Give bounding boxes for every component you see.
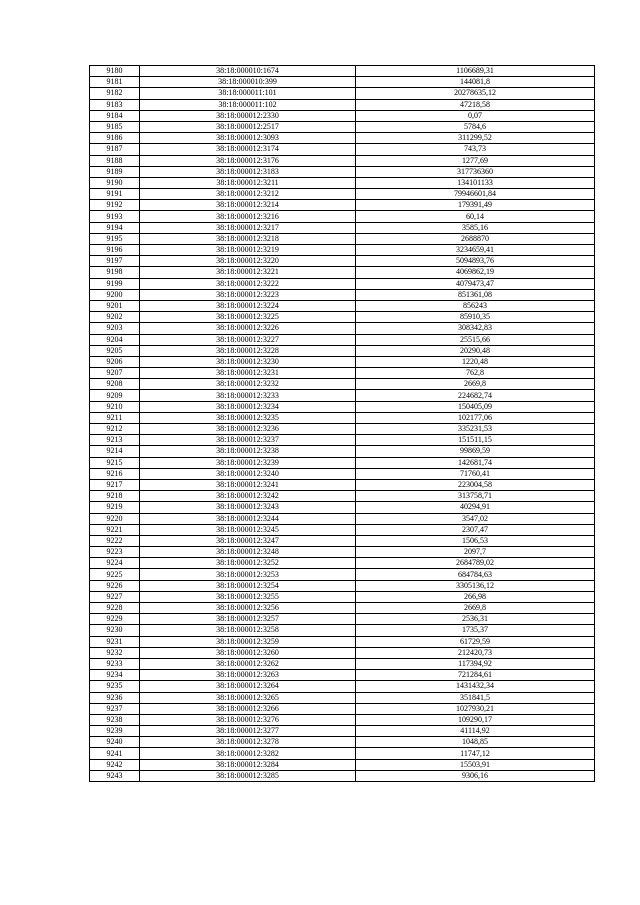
table-row (90, 524, 595, 535)
row-number-cell: 9216 (90, 468, 140, 479)
row-number-cell: 9217 (90, 479, 140, 490)
table-row (90, 491, 595, 502)
cadastral-number-cell: 38:18:000012:3225 (140, 312, 356, 323)
row-number-cell: 9189 (90, 166, 140, 177)
row-number-cell: 9238 (90, 714, 140, 725)
cadastral-value-cell: 71760,41 (356, 468, 595, 479)
table-row (90, 412, 595, 423)
row-number-cell: 9237 (90, 703, 140, 714)
cadastral-value-cell: 308342,83 (356, 323, 595, 334)
cadastral-value-cell: 721284,61 (356, 670, 595, 681)
cadastral-value-table (89, 65, 595, 782)
cadastral-number-cell: 38:18:000012:3183 (140, 166, 356, 177)
table-row (90, 300, 595, 311)
row-number-cell: 9227 (90, 591, 140, 602)
cadastral-number-cell: 38:18:000012:2330 (140, 110, 356, 121)
cadastral-value-cell: 20290,48 (356, 345, 595, 356)
row-number-cell: 9218 (90, 491, 140, 502)
cadastral-value-cell: 25515,66 (356, 334, 595, 345)
table-row (90, 88, 595, 99)
row-number-cell: 9187 (90, 144, 140, 155)
cadastral-number-cell: 38:18:000012:3217 (140, 222, 356, 233)
cadastral-number-cell: 38:18:000012:3266 (140, 703, 356, 714)
cadastral-value-cell: 335231,53 (356, 424, 595, 435)
table-row (90, 144, 595, 155)
cadastral-value-cell: 224682,74 (356, 390, 595, 401)
row-number-cell: 9206 (90, 356, 140, 367)
table-row (90, 636, 595, 647)
cadastral-value-cell: 1048,85 (356, 737, 595, 748)
table-row (90, 513, 595, 524)
cadastral-value-cell: 4079473,47 (356, 278, 595, 289)
row-number-cell: 9223 (90, 547, 140, 558)
table-row (90, 245, 595, 256)
table-row (90, 670, 595, 681)
table-row (90, 424, 595, 435)
cadastral-value-cell: 1106689,31 (356, 66, 595, 77)
table-row (90, 77, 595, 88)
cadastral-number-cell: 38:18:000012:3284 (140, 759, 356, 770)
cadastral-number-cell: 38:18:000012:3211 (140, 177, 356, 188)
cadastral-value-cell: 266,98 (356, 591, 595, 602)
table-row (90, 133, 595, 144)
table-row (90, 233, 595, 244)
cadastral-number-cell: 38:18:000012:3258 (140, 625, 356, 636)
row-number-cell: 9231 (90, 636, 140, 647)
row-number-cell: 9243 (90, 770, 140, 781)
cadastral-number-cell: 38:18:000012:3242 (140, 491, 356, 502)
table-row (90, 580, 595, 591)
cadastral-value-cell: 151511,15 (356, 435, 595, 446)
table-row (90, 267, 595, 278)
table-row (90, 603, 595, 614)
row-number-cell: 9188 (90, 155, 140, 166)
cadastral-number-cell: 38:18:000012:3238 (140, 446, 356, 457)
cadastral-number-cell: 38:18:000012:3228 (140, 345, 356, 356)
cadastral-value-cell: 20278635,12 (356, 88, 595, 99)
table-row (90, 625, 595, 636)
row-number-cell: 9184 (90, 110, 140, 121)
cadastral-value-cell: 2688870 (356, 233, 595, 244)
cadastral-value-cell: 4069862,19 (356, 267, 595, 278)
table-row (90, 155, 595, 166)
cadastral-value-cell: 79946601,84 (356, 189, 595, 200)
table-row (90, 658, 595, 669)
row-number-cell: 9213 (90, 435, 140, 446)
cadastral-number-cell: 38:18:000012:3232 (140, 379, 356, 390)
cadastral-number-cell: 38:18:000012:3240 (140, 468, 356, 479)
cadastral-number-cell: 38:18:000012:3276 (140, 714, 356, 725)
row-number-cell: 9221 (90, 524, 140, 535)
cadastral-number-cell: 38:18:000012:3233 (140, 390, 356, 401)
row-number-cell: 9203 (90, 323, 140, 334)
cadastral-value-cell: 102177,06 (356, 412, 595, 423)
cadastral-value-cell: 109290,17 (356, 714, 595, 725)
cadastral-number-cell: 38:18:000012:3254 (140, 580, 356, 591)
cadastral-number-cell: 38:18:000012:3231 (140, 368, 356, 379)
table-row (90, 177, 595, 188)
table-row (90, 714, 595, 725)
cadastral-value-cell: 313758,71 (356, 491, 595, 502)
table-row (90, 614, 595, 625)
cadastral-value-cell: 144081,8 (356, 77, 595, 88)
cadastral-number-cell: 38:18:000012:3239 (140, 457, 356, 468)
row-number-cell: 9219 (90, 502, 140, 513)
table-row (90, 390, 595, 401)
table-row (90, 435, 595, 446)
row-number-cell: 9233 (90, 658, 140, 669)
cadastral-value-cell: 762,8 (356, 368, 595, 379)
row-number-cell: 9204 (90, 334, 140, 345)
row-number-cell: 9210 (90, 401, 140, 412)
cadastral-value-cell: 11747,12 (356, 748, 595, 759)
row-number-cell: 9224 (90, 558, 140, 569)
row-number-cell: 9212 (90, 424, 140, 435)
cadastral-value-cell: 1506,53 (356, 535, 595, 546)
row-number-cell: 9236 (90, 692, 140, 703)
table-row (90, 591, 595, 602)
table-row (90, 446, 595, 457)
row-number-cell: 9181 (90, 77, 140, 88)
cadastral-value-cell: 117394,92 (356, 658, 595, 669)
cadastral-value-cell: 9306,16 (356, 770, 595, 781)
row-number-cell: 9191 (90, 189, 140, 200)
cadastral-value-cell: 3305136,12 (356, 580, 595, 591)
cadastral-number-cell: 38:18:000012:3234 (140, 401, 356, 412)
cadastral-value-cell: 85910,35 (356, 312, 595, 323)
table-row (90, 379, 595, 390)
cadastral-number-cell: 38:18:000011:101 (140, 88, 356, 99)
table-row (90, 289, 595, 300)
cadastral-value-cell: 134101133 (356, 177, 595, 188)
cadastral-value-cell: 317736360 (356, 166, 595, 177)
table-row (90, 211, 595, 222)
table-row (90, 256, 595, 267)
cadastral-number-cell: 38:18:000012:3255 (140, 591, 356, 602)
cadastral-value-cell: 212420,73 (356, 647, 595, 658)
row-number-cell: 9239 (90, 726, 140, 737)
cadastral-value-cell: 3585,16 (356, 222, 595, 233)
row-number-cell: 9222 (90, 535, 140, 546)
table-row (90, 99, 595, 110)
cadastral-number-cell: 38:18:000012:3230 (140, 356, 356, 367)
cadastral-number-cell: 38:18:000012:3252 (140, 558, 356, 569)
cadastral-number-cell: 38:18:000010:399 (140, 77, 356, 88)
table-row (90, 479, 595, 490)
cadastral-number-cell: 38:18:000012:3278 (140, 737, 356, 748)
cadastral-value-cell: 60,14 (356, 211, 595, 222)
cadastral-number-cell: 38:18:000012:3262 (140, 658, 356, 669)
cadastral-number-cell: 38:18:000012:3223 (140, 289, 356, 300)
table-row (90, 166, 595, 177)
cadastral-number-cell: 38:18:000012:3245 (140, 524, 356, 535)
cadastral-number-cell: 38:18:000012:3263 (140, 670, 356, 681)
table-row (90, 647, 595, 658)
row-number-cell: 9195 (90, 233, 140, 244)
row-number-cell: 9196 (90, 245, 140, 256)
cadastral-number-cell: 38:18:000011:102 (140, 99, 356, 110)
cadastral-number-cell: 38:18:000012:3227 (140, 334, 356, 345)
cadastral-value-cell: 851361,08 (356, 289, 595, 300)
table-row (90, 726, 595, 737)
cadastral-number-cell: 38:18:000012:3216 (140, 211, 356, 222)
table-row (90, 345, 595, 356)
cadastral-value-cell: 2536,31 (356, 614, 595, 625)
cadastral-value-cell: 1735,37 (356, 625, 595, 636)
row-number-cell: 9215 (90, 457, 140, 468)
table-row (90, 468, 595, 479)
cadastral-number-cell: 38:18:000012:3257 (140, 614, 356, 625)
cadastral-value-cell: 142681,74 (356, 457, 595, 468)
row-number-cell: 9242 (90, 759, 140, 770)
cadastral-value-cell: 311299,52 (356, 133, 595, 144)
cadastral-number-cell: 38:18:000012:3236 (140, 424, 356, 435)
row-number-cell: 9197 (90, 256, 140, 267)
cadastral-number-cell: 38:18:000010:1674 (140, 66, 356, 77)
cadastral-value-cell: 856243 (356, 300, 595, 311)
cadastral-value-cell: 1277,69 (356, 155, 595, 166)
table-body (90, 66, 595, 782)
cadastral-number-cell: 38:18:000012:3259 (140, 636, 356, 647)
table-row (90, 401, 595, 412)
cadastral-number-cell: 38:18:000012:2517 (140, 121, 356, 132)
cadastral-value-cell: 2669,8 (356, 379, 595, 390)
cadastral-value-cell: 2684789,02 (356, 558, 595, 569)
table-row (90, 502, 595, 513)
cadastral-number-cell: 38:18:000012:3214 (140, 200, 356, 211)
table-row (90, 535, 595, 546)
table-row (90, 312, 595, 323)
row-number-cell: 9183 (90, 99, 140, 110)
table-row (90, 770, 595, 781)
cadastral-value-cell: 15503,91 (356, 759, 595, 770)
row-number-cell: 9193 (90, 211, 140, 222)
row-number-cell: 9182 (90, 88, 140, 99)
row-number-cell: 9205 (90, 345, 140, 356)
table-row (90, 278, 595, 289)
table-row (90, 558, 595, 569)
row-number-cell: 9201 (90, 300, 140, 311)
row-number-cell: 9220 (90, 513, 140, 524)
row-number-cell: 9230 (90, 625, 140, 636)
cadastral-number-cell: 38:18:000012:3174 (140, 144, 356, 155)
row-number-cell: 9190 (90, 177, 140, 188)
cadastral-number-cell: 38:18:000012:3235 (140, 412, 356, 423)
cadastral-number-cell: 38:18:000012:3222 (140, 278, 356, 289)
cadastral-number-cell: 38:18:000012:3282 (140, 748, 356, 759)
cadastral-value-cell: 1220,48 (356, 356, 595, 367)
cadastral-number-cell: 38:18:000012:3218 (140, 233, 356, 244)
row-number-cell: 9185 (90, 121, 140, 132)
cadastral-number-cell: 38:18:000012:3219 (140, 245, 356, 256)
table-row (90, 356, 595, 367)
cadastral-number-cell: 38:18:000012:3277 (140, 726, 356, 737)
cadastral-value-cell: 41114,92 (356, 726, 595, 737)
table-row (90, 547, 595, 558)
cadastral-value-cell: 40294,91 (356, 502, 595, 513)
row-number-cell: 9211 (90, 412, 140, 423)
cadastral-number-cell: 38:18:000012:3253 (140, 569, 356, 580)
cadastral-value-cell: 2669,8 (356, 603, 595, 614)
cadastral-number-cell: 38:18:000012:3226 (140, 323, 356, 334)
row-number-cell: 9207 (90, 368, 140, 379)
cadastral-number-cell: 38:18:000012:3264 (140, 681, 356, 692)
row-number-cell: 9240 (90, 737, 140, 748)
cadastral-value-cell: 2307,47 (356, 524, 595, 535)
cadastral-number-cell: 38:18:000012:3237 (140, 435, 356, 446)
cadastral-value-cell: 99869,59 (356, 446, 595, 457)
cadastral-number-cell: 38:18:000012:3285 (140, 770, 356, 781)
table-row (90, 681, 595, 692)
table-row (90, 748, 595, 759)
cadastral-value-cell: 3234659,41 (356, 245, 595, 256)
cadastral-number-cell: 38:18:000012:3220 (140, 256, 356, 267)
cadastral-number-cell: 38:18:000012:3221 (140, 267, 356, 278)
cadastral-value-cell: 2097,7 (356, 547, 595, 558)
cadastral-number-cell: 38:18:000012:3247 (140, 535, 356, 546)
row-number-cell: 9199 (90, 278, 140, 289)
row-number-cell: 9232 (90, 647, 140, 658)
cadastral-value-cell: 743,73 (356, 144, 595, 155)
row-number-cell: 9214 (90, 446, 140, 457)
cadastral-value-cell: 47218,58 (356, 99, 595, 110)
cadastral-value-cell: 0,07 (356, 110, 595, 121)
row-number-cell: 9241 (90, 748, 140, 759)
row-number-cell: 9208 (90, 379, 140, 390)
cadastral-number-cell: 38:18:000012:3241 (140, 479, 356, 490)
cadastral-number-cell: 38:18:000012:3212 (140, 189, 356, 200)
table-row (90, 457, 595, 468)
row-number-cell: 9235 (90, 681, 140, 692)
row-number-cell: 9198 (90, 267, 140, 278)
cadastral-number-cell: 38:18:000012:3244 (140, 513, 356, 524)
cadastral-value-cell: 179391,49 (356, 200, 595, 211)
cadastral-value-cell: 5784,6 (356, 121, 595, 132)
cadastral-number-cell: 38:18:000012:3265 (140, 692, 356, 703)
cadastral-value-cell: 1431432,34 (356, 681, 595, 692)
row-number-cell: 9202 (90, 312, 140, 323)
cadastral-number-cell: 38:18:000012:3260 (140, 647, 356, 658)
cadastral-value-cell: 5094893,76 (356, 256, 595, 267)
cadastral-value-cell: 223004,58 (356, 479, 595, 490)
table-row (90, 200, 595, 211)
row-number-cell: 9200 (90, 289, 140, 300)
row-number-cell: 9186 (90, 133, 140, 144)
table-row (90, 189, 595, 200)
cadastral-value-cell: 61729,59 (356, 636, 595, 647)
cadastral-value-cell: 351841,5 (356, 692, 595, 703)
row-number-cell: 9226 (90, 580, 140, 591)
row-number-cell: 9234 (90, 670, 140, 681)
cadastral-number-cell: 38:18:000012:3224 (140, 300, 356, 311)
cadastral-number-cell: 38:18:000012:3176 (140, 155, 356, 166)
row-number-cell: 9225 (90, 569, 140, 580)
row-number-cell: 9180 (90, 66, 140, 77)
row-number-cell: 9192 (90, 200, 140, 211)
cadastral-number-cell: 38:18:000012:3243 (140, 502, 356, 513)
cadastral-number-cell: 38:18:000012:3256 (140, 603, 356, 614)
table-row (90, 334, 595, 345)
table-row (90, 703, 595, 714)
table-row (90, 692, 595, 703)
table-row (90, 222, 595, 233)
row-number-cell: 9228 (90, 603, 140, 614)
cadastral-number-cell: 38:18:000012:3093 (140, 133, 356, 144)
row-number-cell: 9194 (90, 222, 140, 233)
table-row (90, 66, 595, 77)
cadastral-number-cell: 38:18:000012:3248 (140, 547, 356, 558)
cadastral-value-cell: 1027930,21 (356, 703, 595, 714)
table-row (90, 323, 595, 334)
table-row (90, 368, 595, 379)
table-row (90, 110, 595, 121)
row-number-cell: 9229 (90, 614, 140, 625)
row-number-cell: 9209 (90, 390, 140, 401)
table-row (90, 121, 595, 132)
table-row (90, 569, 595, 580)
table-row (90, 737, 595, 748)
cadastral-value-cell: 684784,63 (356, 569, 595, 580)
cadastral-value-cell: 3547,02 (356, 513, 595, 524)
cadastral-value-cell: 150405,09 (356, 401, 595, 412)
table-row (90, 759, 595, 770)
